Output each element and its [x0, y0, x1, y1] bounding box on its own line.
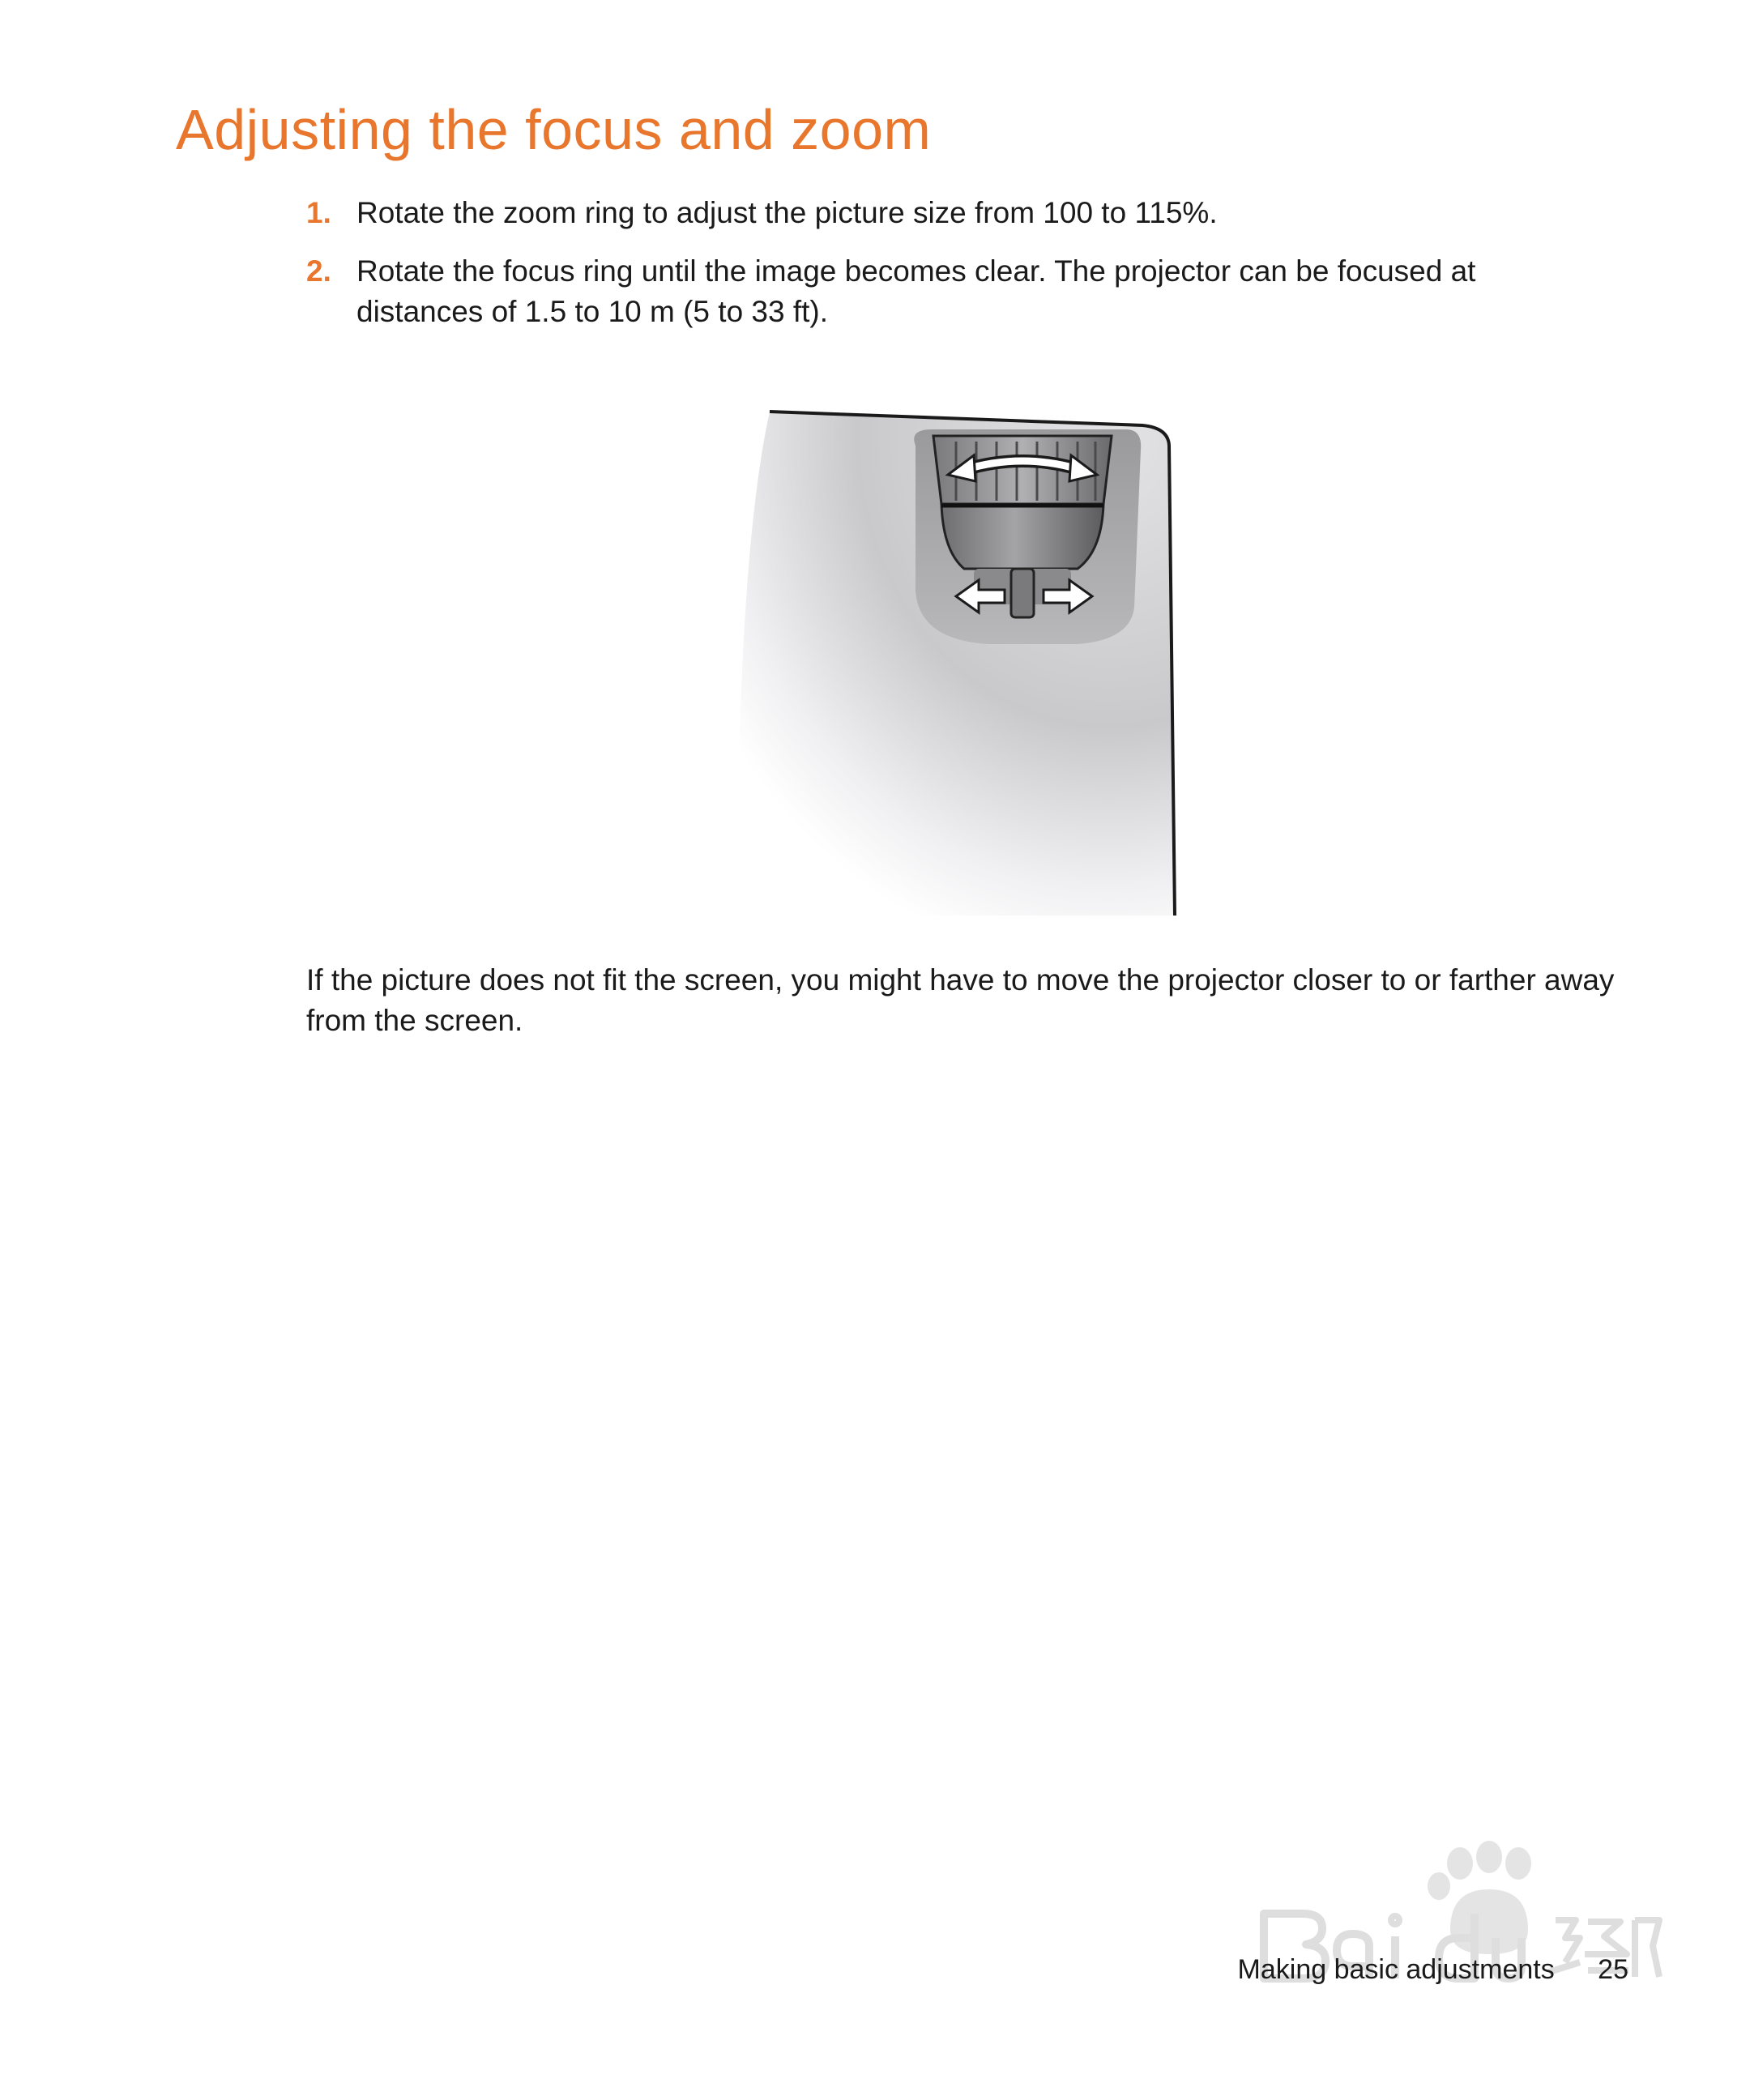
body-paragraph: If the picture does not fit the screen, you might have to move the projector closer to or farther away from the screen.: [306, 963, 1615, 1037]
page-title: Adjusting the focus and zoom: [176, 98, 932, 161]
step-text: Rotate the zoom ring to adjust the picture size from 100 to 115%.: [356, 196, 1218, 229]
projector-lens-illustration: [721, 397, 1207, 924]
step-number: 2.: [306, 254, 331, 288]
page-footer: [1238, 1954, 1628, 1986]
footer-section-title: Making basic adjustments: [1237, 1954, 1555, 1985]
projector-lens-drawing: [721, 397, 1207, 924]
step-item: [306, 251, 1570, 332]
baidu-watermark-logo: [1248, 1833, 1669, 2019]
baidu-paw-logo: [1248, 1833, 1669, 2019]
step-number: 1.: [306, 196, 331, 229]
step-list: [306, 193, 1570, 350]
step-text: Rotate the focus ring until the image becomes clear. The projector can be focused at distances of 1.5 to 10 m (5 to 33 ft).: [356, 254, 1476, 328]
page-number: 25: [1598, 1954, 1628, 1985]
step-item: [306, 193, 1570, 233]
